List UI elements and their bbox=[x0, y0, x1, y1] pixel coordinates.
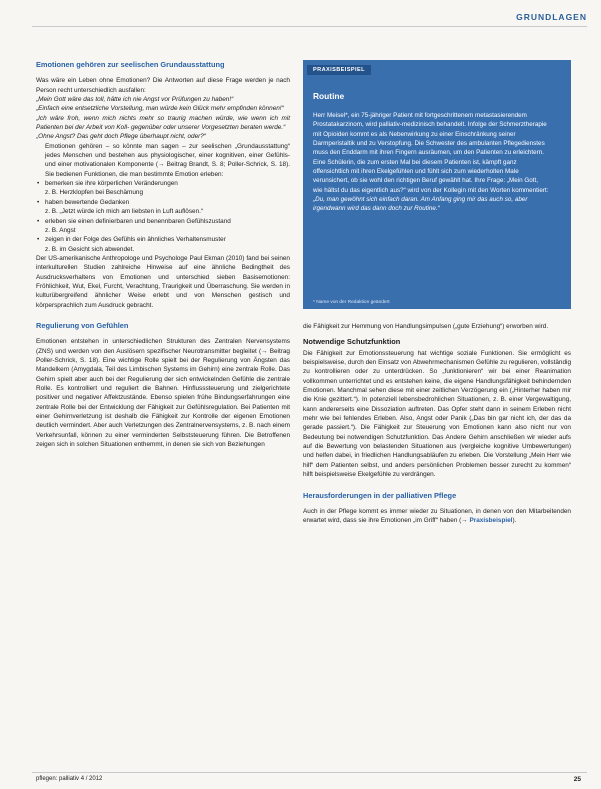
list-item: • bemerken sie ihre körperlichen Veränderungen z. B. Herzklopfen bei Beschämung bbox=[45, 179, 290, 198]
practice-body bbox=[313, 111, 549, 214]
practice-text: Herr Meisel*, ein 75-jähriger Patient mit fortgeschrittenem metastasierendem Prostatakarzinom, wird palliativ-medizinisch behandelt. Infolge der Schmerztherapie mit Opioiden kommt es als Nebenwirkung zu einer Einschränkung seiner Darmperistaltik und zu Verstopfung. Die Schwester des ambulanten Pflegedienstes muss den Enddarm mit ihren Fingern ausräumen, um den Patienten zu erleichtern. Eine Schülerin, die zum ersten Mal bei diesem Patienten ist, kämpft ganz offensichtlich mit ihren Ekelgefühlen und fühlt sich zum wiederholten Male verunsichert, ob sie wohl den richtigen Beruf gewählt hat. Ihre Frage: „Mein Gott, wie hältst du das eigentlich aus?“ wird von der Kollegin mit den Worten kommentiert: bbox=[313, 112, 549, 194]
quote: „Ich wäre froh, wenn mich nichts mehr so traurig machen würde, wie wenn ich mit Patienten bei der Arbeit von Koll- gegenüber oder unserer Vorgesetzten beraten werde.“ bbox=[36, 114, 290, 132]
paragraph: Emotionen gehören – so könnte man sagen – zur seelischen „Grundausstattung“ jedes Menschen und bestehen aus physiologischer, einer kognitiven, einer Gefühls- und einer motivationalen Komponente (→ Beitrag Brandt, S. 8; Poller-Schrick, S. 18). Sie bedienen Funktionen, die man bestimmte Emotion erleben: bbox=[45, 142, 290, 178]
paragraph: Was wäre ein Leben ohne Emotionen? Die Antworten auf diese Frage werden je nach Person recht unterschiedlich ausfallen: bbox=[36, 77, 290, 94]
practice-quote: „Du, man gewöhnt sich einfach daran. Am Anfang ging mir das auch so, aber irgendwann wird das dann doch zur Routine.“ bbox=[313, 196, 528, 213]
heading-emotionen: Emotionen gehören zur seelischen Grundausstattung bbox=[36, 60, 225, 69]
quote: „Ohne Angst? Das geht doch Pflege überhaupt nicht, oder?“ bbox=[36, 133, 206, 141]
heading-regulierung: Regulierung von Gefühlen bbox=[36, 320, 129, 330]
quote-list bbox=[36, 95, 290, 142]
page-number: 25 bbox=[573, 776, 581, 783]
header-rule bbox=[32, 26, 587, 27]
praxisbeispiel-link[interactable]: Praxisbeispiel bbox=[469, 517, 513, 525]
quote: „Einfach eine entsetzliche Vorstellung, man würde kein Glück mehr empfinden können!“ bbox=[36, 105, 284, 113]
footer-rule bbox=[32, 772, 587, 773]
bullet-list bbox=[36, 179, 290, 254]
list-item: • zeigen in der Folge des Gefühls ein ähnliches Verhaltensmuster z. B. im Gesicht sich abwendet. bbox=[45, 235, 290, 254]
paragraph: Emotionen entstehen in unterschiedlichen Strukturen des Zentralen Nervensystems (ZNS) und werden von den Auslösern spezifischer Neurotransmitter begleitet (→ Beitrag Poller-Schrick, S. 18). Eine wichtige Rolle spielt bei der Regulierung von Ängsten das Mandelkern (Amygdala, Teil des Limbischen Systems im Gehirn) eine zentrale Rolle. Das Gehirn spielt aber auch bei der Regulierung der sich entwickelnden Gefühle die zentrale Rolle. Es kontrolliert und reguliert die Bahnen. Hinflusssteuerung und zielgerichtete positiver und negativer Affektzustände. Ebenso spielen frühe Bindungserfahrungen eine zentrale Rolle bei der Entwicklung der Fähigkeit zur Gefühlsregulation. Bei Patienten mit einer Gehirnverletzung ist deshalb die Fähigkeit zur Kontrolle der eigenen Emotionen deutlich vermindert. Aber auch Verletzungen des Zentralnervensystems, z. B. nach einem Verkehrsunfall, können zu einer verminderten Selbststeuerung führen. Die Betroffenen zeigen sich in solchen Situationen enthemmt, in denen sie sich von Beziehungen bbox=[36, 338, 290, 449]
list-item: • haben bewertende Gedanken z. B. „Jetzt würde ich mich am liebsten in Luft auflösen.“ bbox=[45, 198, 290, 217]
practice-tag: PRAXISBEISPIEL bbox=[307, 65, 371, 75]
practice-example-box bbox=[303, 60, 571, 309]
right-column bbox=[303, 322, 571, 526]
paragraph: die Fähigkeit zur Hemmung von Handlungsimpulsen („gute Erziehung“) erworben wird. bbox=[303, 323, 549, 330]
journal-name: pflegen: palliativ 4 / 2012 bbox=[36, 776, 103, 782]
heading-herausforderungen: Herausforderungen in der palliativen Pflege bbox=[303, 490, 457, 500]
practice-title: Routine bbox=[313, 91, 345, 101]
left-column bbox=[36, 60, 290, 449]
heading-schutzfunktion: Notwendige Schutzfunktion bbox=[303, 337, 401, 347]
page-header-label: GRUNDLAGEN bbox=[516, 12, 587, 22]
list-item: • erleben sie einen definierbaren und benennbaren Gefühlszustand z. B. Angst bbox=[45, 217, 290, 236]
practice-source: * Name von der Redaktion geändert bbox=[313, 300, 390, 305]
paragraph: Der US-amerikanische Anthropologe und Psychologe Paul Ekman (2010) fand bei seinen interkulturellen Studien zahlreiche Hinweise auf eine ähnliche Bedingtheit des Ausdrucksverhaltens von Emotionen und unterschied sieben Basisemotionen: Fröhlichkeit, Wut, Ekel, Furcht, Verachtung, Traurigkeit und Überraschung. Sie werden in kulturübergreifend ähnlicher Weise erlebt und von Menschen gestisch und körpersprachlich zum Ausdruck gebracht. bbox=[36, 254, 290, 309]
quote: „Mein Gott wäre das toll, hätte ich nie Angst vor Prüfungen zu haben!“ bbox=[36, 96, 234, 104]
paragraph: Auch in der Pflege kommt es immer wieder zu Situationen, in denen von den Mitarbeitenden erwartet wird, dass sie ihre Emotionen „im Griff“ haben (→ Praxisbeispiel). bbox=[303, 507, 571, 525]
paragraph: Die Fähigkeit zur Emotionssteuerung hat wichtige soziale Funktionen. Sie ermöglicht es beispielsweise, durch den Einsatz von Abwehrmechanismen Gefühle zu regulieren, vollständig zu kontrollieren oder zu unterdrücken. So „funktionieren“ wir bei einer Reanimation vollkommen unterrichtet und es entstehen keine, die eigene Handlungsfähigkeit behindernden Emotionen. Manchmal sehen diese mit einer zeitlichen Verzögerung ein („Hinterher haben mir die Knie gezittert.“). In potenziell lebensbedrohlichen Situationen, z. B. einer Vergewaltigung, kann andererseits eine Dissoziation auftreten. Das Opfer steht dann in seinem Erleben nicht mehr wie bei fehlendes Erleben. Also, Angst oder Panik („Das bin gar nicht ich, der das da gerade passiert.“). Die Fähigkeit zur Steuerung von Emotionen kann also nicht nur von Bedeutung bei notwendigen Schutzfunktion. Das Andere Gehirn anschließen wir wieder aufs auf die Bewertung von belastenden Situationen aus (vergleiche kognitive Umbewertungen) und helfen dabei, in friedlichen Handlungsabläufen zu erleben. Die Vorstellung „Mein Herr wie hilf“ dem Patienten selbst, und anders persönlichen Problemen besser zurecht zu kommen“ hilft beispielsweise Ekelgefühle zu verdrängen. bbox=[303, 349, 571, 479]
